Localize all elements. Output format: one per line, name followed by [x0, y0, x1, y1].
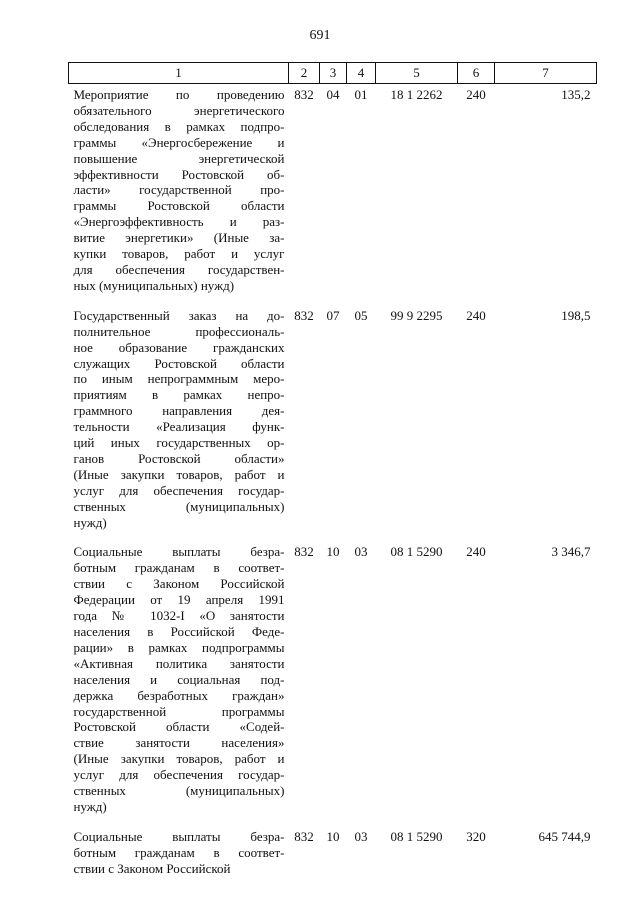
description-line: ное образование гражданских: [73, 339, 285, 355]
description-line: услуг для обеспечения государ-: [73, 767, 285, 783]
description-line: Государственный заказ на до-: [73, 307, 285, 323]
description-line: (Иные закупки товаров, работ и: [73, 466, 285, 482]
description-line: граммного направления дея-: [73, 403, 285, 419]
description-line: приятиям в рамках непро-: [73, 387, 285, 403]
description-line: обследования в рамках подпро-: [73, 118, 285, 134]
column-header: 3: [320, 63, 347, 84]
row-description: [69, 815, 289, 877]
table-row: [69, 294, 597, 531]
amount-cell: 135,2: [561, 87, 591, 102]
expense-type-cell: 240: [466, 544, 486, 560]
description-line: ствии с Законом Российской: [73, 860, 231, 876]
table-row: [69, 530, 597, 814]
description-line: услуг для обеспечения государ-: [73, 482, 285, 498]
target-article-cell: 99 9 2295: [390, 307, 443, 323]
expense-type-cell: 240: [466, 87, 486, 102]
expense-type-cell: 320: [466, 828, 486, 844]
column-header: 1: [69, 63, 289, 84]
description-line: полнительное профессиональ-: [73, 323, 285, 339]
amount-cell: 198,5: [561, 307, 591, 323]
page-number: 691: [309, 28, 331, 43]
description-line: ственных (муниципальных): [73, 783, 285, 799]
description-line: тельности «Реализация функ-: [73, 419, 285, 435]
description-line: года № 1032-I «О занятости: [73, 608, 285, 624]
subsection-cell: 01: [354, 87, 368, 102]
description-line: витие энергетики» (Иные за-: [73, 230, 285, 246]
description-line: для обеспечения государствен-: [73, 261, 285, 277]
description-line: ствие занятости населения»: [73, 735, 285, 751]
admin-code-cell: 832: [294, 544, 314, 560]
section-cell: 04: [326, 87, 340, 102]
table-body: [69, 84, 597, 877]
amount-cell: 645 744,9: [538, 828, 591, 844]
section-cell: 07: [326, 307, 340, 323]
target-article-cell: 08 1 5290: [390, 544, 443, 560]
description-line: Социальные выплаты безра-: [73, 828, 285, 844]
description-line: ганов Ростовской области»: [73, 450, 285, 466]
section-cell: 10: [326, 828, 340, 844]
description-line: ствии с Законом Российской: [73, 576, 285, 592]
table-row: [69, 815, 597, 877]
subsection-cell: 03: [354, 828, 368, 844]
description-line: ласти» государственной про-: [73, 182, 285, 198]
row-description: [69, 84, 289, 294]
description-line: Ростовской области «Содей-: [73, 719, 285, 735]
description-line: ботным гражданам в соответ-: [73, 560, 285, 576]
description-line: «Активная политика занятости: [73, 655, 285, 671]
subsection-cell: 03: [354, 544, 368, 560]
description-line: Социальные выплаты безра-: [73, 544, 285, 560]
description-line: рации» в рамках подпрограммы: [73, 639, 285, 655]
description-line: Федерации от 19 апреля 1991: [73, 592, 285, 608]
column-header: 7: [495, 63, 597, 84]
description-line: «Энергоэффективность и раз-: [73, 214, 285, 230]
description-line: (Иные закупки товаров, работ и: [73, 751, 285, 767]
description-line: ций иных государственных ор-: [73, 435, 285, 451]
description-line: нужд): [73, 514, 107, 530]
column-header: 2: [289, 63, 320, 84]
description-line: обязательного энергетического: [73, 102, 285, 118]
row-description: [69, 530, 289, 814]
description-line: держка безработных граждан»: [73, 687, 285, 703]
table-row: [69, 84, 597, 294]
description-line: повышение энергетической: [73, 150, 285, 166]
description-line: служащих Ростовской области: [73, 355, 285, 371]
description-line: ных (муниципальных) нужд): [73, 277, 235, 293]
description-line: ботным гражданам в соответ-: [73, 844, 285, 860]
subsection-cell: 05: [354, 307, 368, 323]
expense-type-cell: 240: [466, 307, 486, 323]
description-line: населения и социальная под-: [73, 671, 285, 687]
column-header: 4: [347, 63, 376, 84]
amount-cell: 3 346,7: [551, 544, 591, 560]
description-line: Мероприятие по проведению: [73, 87, 285, 102]
admin-code-cell: 832: [294, 87, 314, 102]
row-description: [69, 294, 289, 531]
section-cell: 10: [326, 544, 340, 560]
table-header-row: [69, 63, 597, 84]
description-line: ственных (муниципальных): [73, 498, 285, 514]
description-line: населения в Российской Феде-: [73, 624, 285, 639]
description-line: государственной программы: [73, 703, 285, 719]
description-line: эффективности Ростовской об-: [73, 166, 285, 182]
column-header: 6: [458, 63, 495, 84]
budget-table: [68, 62, 597, 877]
description-line: граммы Ростовской области: [73, 198, 285, 214]
admin-code-cell: 832: [294, 828, 314, 844]
description-line: по иным непрограммным меро-: [73, 371, 285, 387]
description-line: нужд): [73, 798, 107, 814]
column-header: 5: [376, 63, 458, 84]
admin-code-cell: 832: [294, 307, 314, 323]
description-line: граммы «Энергосбережение и: [73, 134, 285, 150]
target-article-cell: 08 1 5290: [390, 828, 443, 844]
target-article-cell: 18 1 2262: [390, 87, 443, 102]
description-line: купки товаров, работ и услуг: [73, 246, 285, 262]
